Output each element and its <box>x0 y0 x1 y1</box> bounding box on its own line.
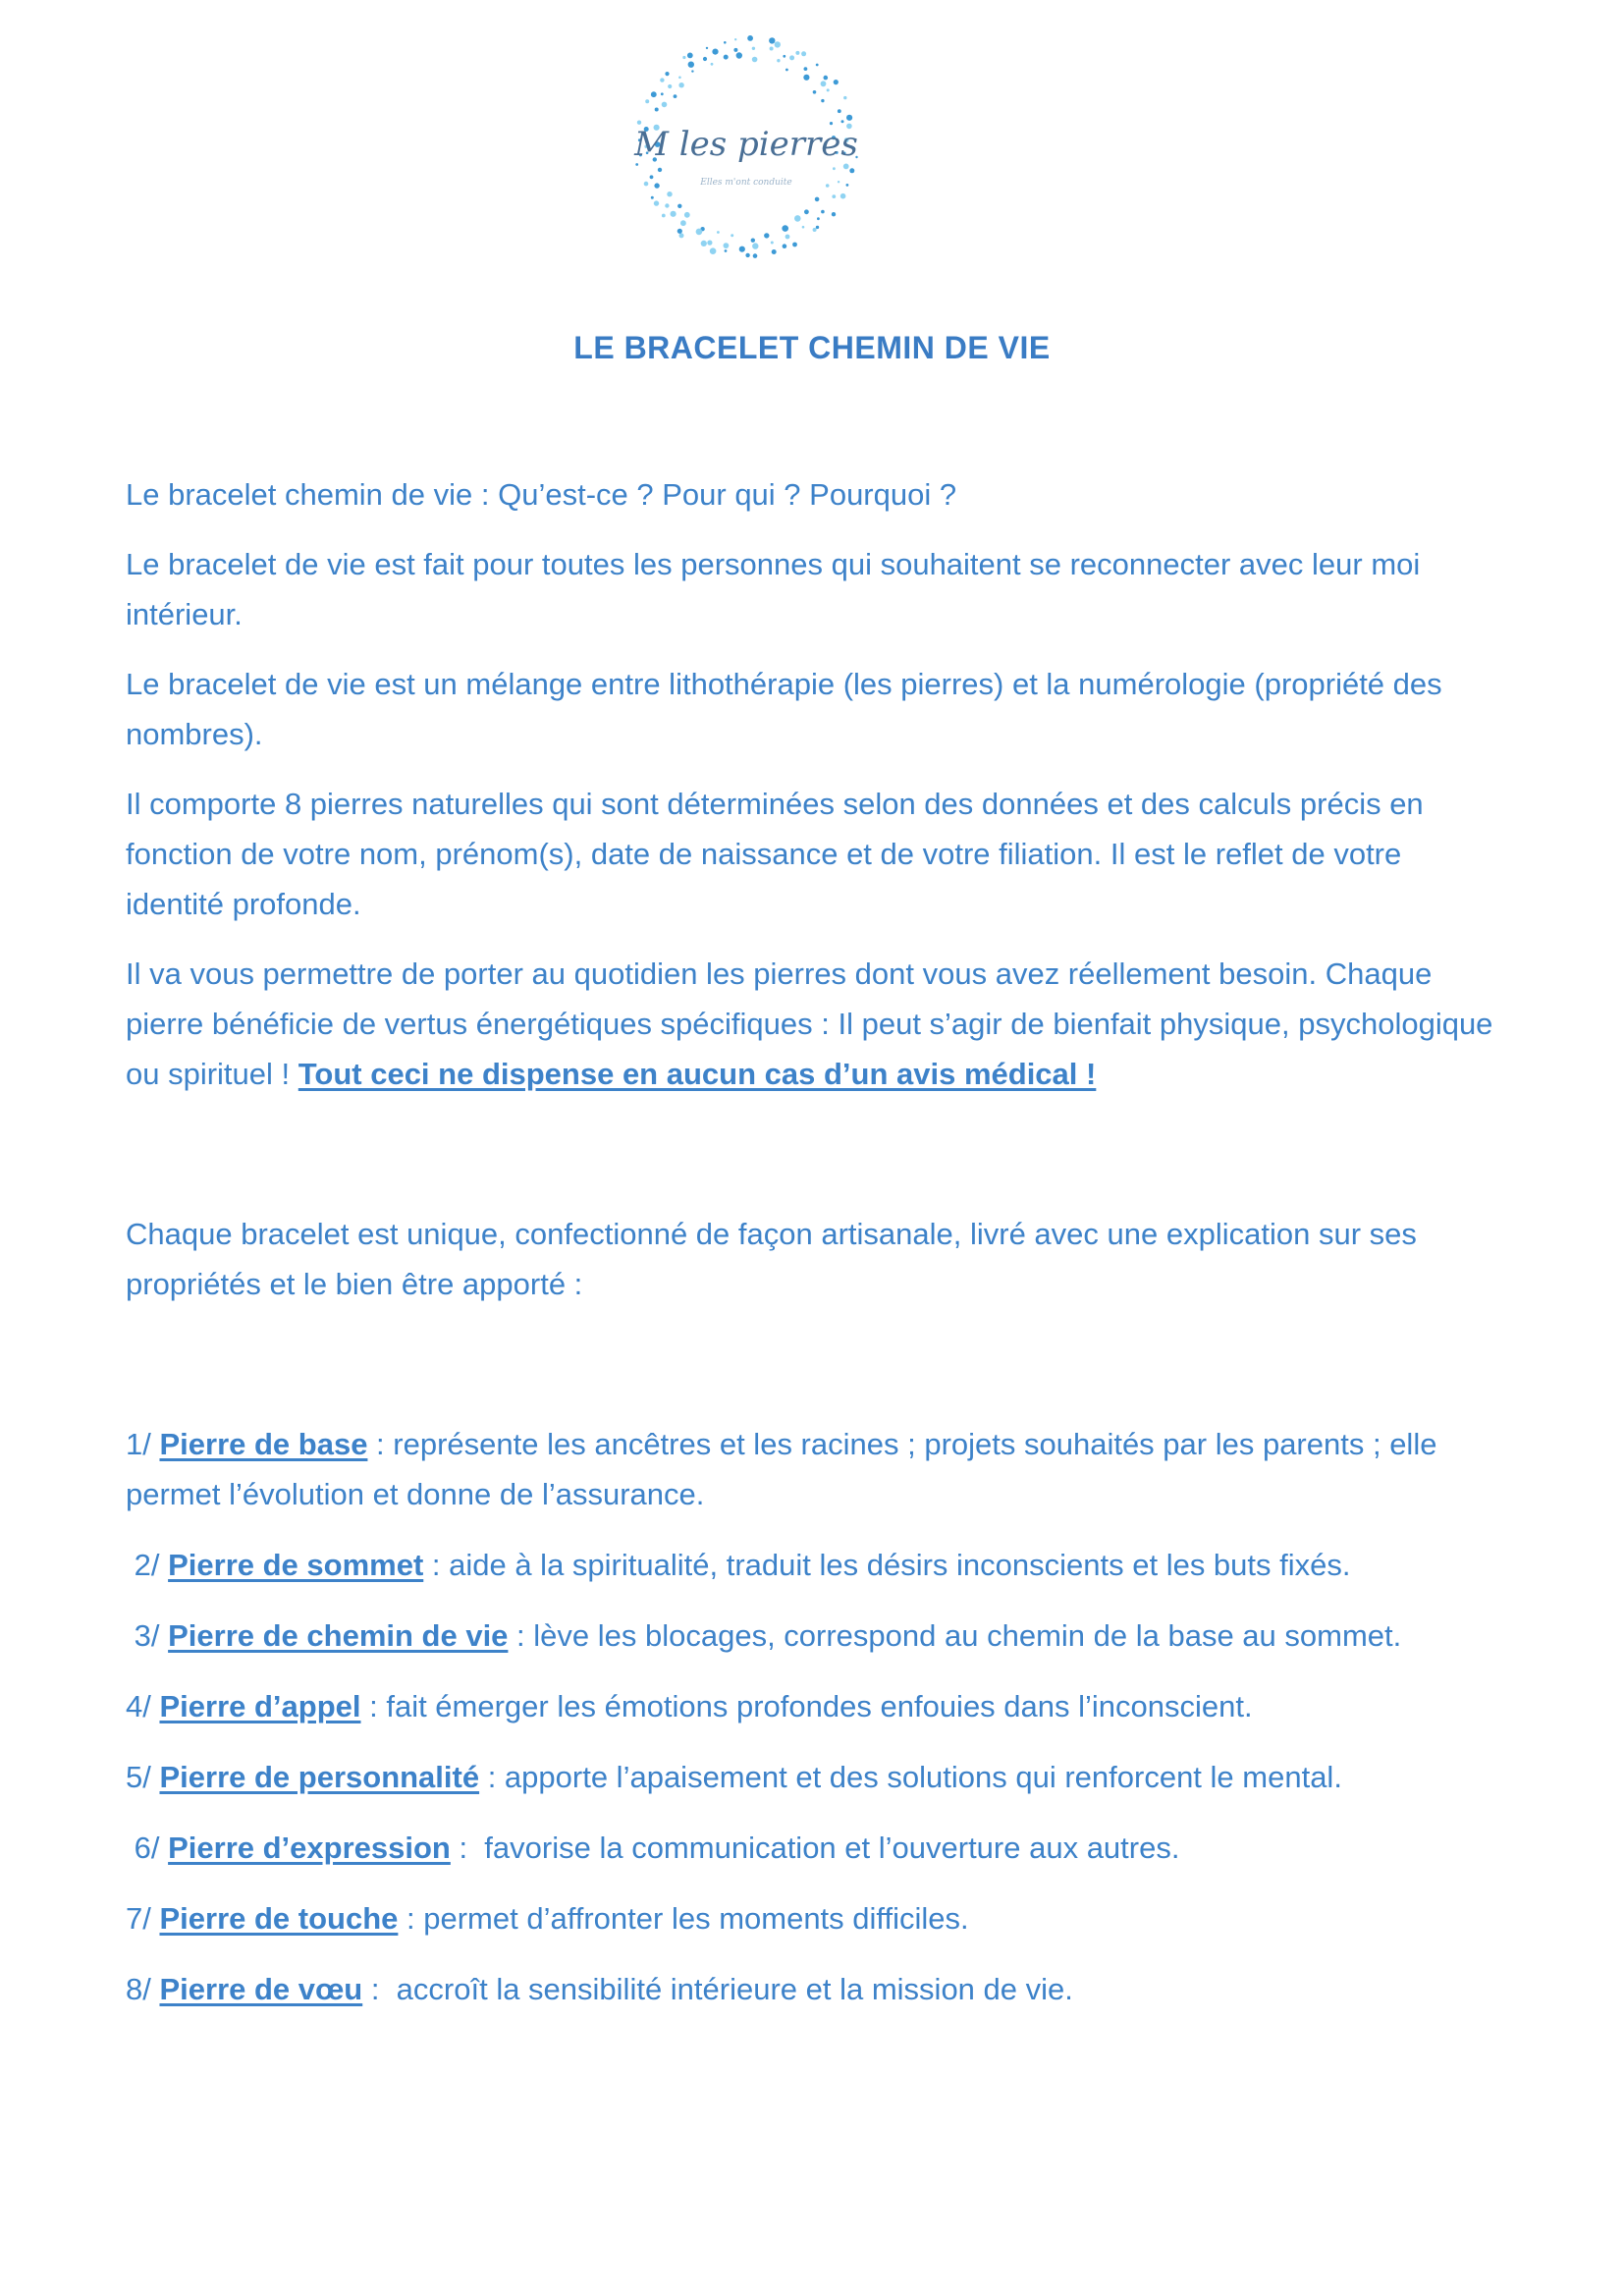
logo-dot <box>680 220 686 226</box>
logo-dot <box>821 210 825 214</box>
logo-dot <box>731 234 733 237</box>
logo-dot <box>771 242 774 245</box>
logo-dot <box>725 249 728 252</box>
logo-dot <box>724 55 729 60</box>
logo-dot <box>696 229 703 236</box>
stone-description: : représente les ancêtres et les racines ; projets souhaités par les parents ; elle permet l’évolution et donne de l’assurance. <box>126 1427 1437 1511</box>
stone-name: Pierre de base <box>159 1427 368 1461</box>
logo-dot <box>691 70 693 72</box>
logo-dot <box>712 49 718 55</box>
stone-description: : aide à la spiritualité, traduit les désirs inconscients et les buts fixés. <box>423 1548 1351 1582</box>
stone-number: 2/ <box>126 1548 169 1582</box>
logo-dot <box>804 209 809 214</box>
stone-description: : accroît la sensibilité intérieure et la mission de vie. <box>362 1972 1073 2006</box>
logo-dot <box>846 115 852 121</box>
logo-dot <box>650 175 654 179</box>
logo-dot <box>801 51 806 56</box>
logo-dot <box>677 229 682 234</box>
logo-dot <box>783 244 787 248</box>
logo-dot <box>753 253 758 258</box>
stone-name: Pierre de chemin de vie <box>168 1618 509 1653</box>
stone-name: Pierre d’appel <box>159 1689 361 1723</box>
stone-number: 4/ <box>126 1689 160 1723</box>
logo-dot <box>794 215 801 222</box>
logo-dot <box>832 212 836 216</box>
logo-dot <box>752 57 758 63</box>
logo-dot <box>821 99 824 102</box>
stone-number: 3/ <box>126 1618 169 1653</box>
logo-dot <box>684 212 690 218</box>
logo-tagline: Elles m'ont conduite <box>700 178 792 188</box>
page-title: LE BRACELET CHEMIN DE VIE <box>573 330 1051 365</box>
logo-dot <box>668 84 672 88</box>
logo-dot <box>772 249 777 254</box>
logo-dot <box>770 47 774 51</box>
logo-dot <box>804 67 808 71</box>
stone-item-2 <box>126 1540 1500 1590</box>
logo-dot <box>813 228 817 232</box>
logo-dot <box>655 108 659 112</box>
logo-dot <box>782 225 788 232</box>
logo-dot <box>660 78 664 82</box>
intro-paragraph-4-text: Il va vous permettre de porter au quotidien les pierres dont vous avez réellement besoin. Chaque pierre bénéficie de vertus énergétiques spécifiques : Il peut s’agir de bienfait physique, psychologique ou spirituel ! <box>126 957 1493 1091</box>
stone-name: Pierre de touche <box>159 1901 399 1936</box>
logo-dot <box>671 211 677 217</box>
stone-item-4 <box>126 1681 1500 1731</box>
logo-dot <box>665 72 669 76</box>
logo-dot <box>826 184 830 188</box>
logo-dot <box>688 62 694 68</box>
logo-dot <box>833 167 836 170</box>
stone-number: 7/ <box>126 1901 160 1936</box>
brand-logo <box>628 29 864 265</box>
logo-dot <box>674 94 677 98</box>
medical-warning: Tout ceci ne dispense en aucun cas d’un avis médical ! <box>298 1057 1097 1091</box>
stone-item-5 <box>126 1752 1500 1802</box>
logo-dot <box>717 231 720 234</box>
stone-item-7 <box>126 1893 1500 1943</box>
logo-dot <box>707 241 712 246</box>
stone-number: 1/ <box>126 1427 160 1461</box>
logo-dot <box>843 164 849 170</box>
logo-dot <box>821 81 827 86</box>
stone-item-8 <box>126 1964 1500 2014</box>
intro-paragraph-4 <box>126 949 1500 1099</box>
logo-dot <box>679 233 684 238</box>
logo-dot <box>687 53 693 59</box>
logo-dot <box>724 41 727 44</box>
logo-dot <box>764 233 769 238</box>
logo-dot <box>752 47 755 50</box>
logo-dot <box>843 96 846 99</box>
logo-dot <box>706 47 708 49</box>
logo-dot <box>777 59 780 62</box>
logo-dot <box>792 243 797 247</box>
stone-name: Pierre d’expression <box>168 1831 451 1865</box>
logo-dot <box>733 48 737 52</box>
logo-dot <box>803 75 809 81</box>
logo-dot <box>739 246 745 252</box>
intro-paragraph-1: Le bracelet de vie est fait pour toutes les personnes qui souhaitent se reconnecter avec leur moi intérieur. <box>126 547 1421 631</box>
logo-dot <box>752 243 758 248</box>
stone-number: 5/ <box>126 1760 160 1794</box>
logo-dot-ring <box>628 29 864 265</box>
stone-description: : fait émerger les émotions profondes enfouies dans l’inconscient. <box>360 1689 1253 1723</box>
stones-list <box>126 1419 1500 2014</box>
logo-dot <box>816 64 819 67</box>
stone-name: Pierre de sommet <box>168 1548 424 1582</box>
logo-dot <box>824 76 829 81</box>
logo-dot <box>769 37 775 43</box>
logo-dot <box>703 57 707 61</box>
logo-dot <box>736 52 742 58</box>
logo-dot <box>701 241 707 246</box>
logo-dot <box>662 214 666 218</box>
logo-dot <box>817 217 820 220</box>
logo-dot <box>783 55 785 58</box>
stone-item-1 <box>126 1419 1500 1519</box>
stone-name: Pierre de vœu <box>159 1972 363 2006</box>
logo-dot <box>644 182 649 187</box>
stone-number: 6/ <box>126 1831 169 1865</box>
logo-dot <box>795 51 799 55</box>
unique-paragraph: Chaque bracelet est unique, confectionné de façon artisanale, livré avec une explication sur ses propriétés et le bien être apporté : <box>126 1217 1417 1301</box>
logo-dot <box>785 235 790 240</box>
stone-item-6 <box>126 1823 1500 1873</box>
logo-dot <box>841 120 844 123</box>
logo-dot <box>711 63 714 66</box>
logo-dot <box>775 41 781 47</box>
logo-dot <box>832 194 836 198</box>
stone-name: Pierre de personnalité <box>159 1760 480 1794</box>
stone-description: : apporte l’apaisement et des solutions qui renforcent le mental. <box>479 1760 1342 1794</box>
stone-description: : lève les blocages, correspond au chemin de la base au sommet. <box>508 1618 1402 1653</box>
logo-dot <box>834 80 839 84</box>
intro-question: Le bracelet chemin de vie : Qu’est-ce ? Pour qui ? Pourquoi ? <box>126 477 957 512</box>
logo-dot <box>751 239 755 243</box>
logo-dot <box>645 99 649 103</box>
logo-dot <box>678 77 681 80</box>
logo-dot <box>724 243 730 248</box>
logo-dot <box>745 253 749 257</box>
logo-dot <box>816 226 819 229</box>
logo-dot <box>815 197 820 202</box>
logo-dot <box>667 191 672 196</box>
logo-dot <box>682 56 685 59</box>
logo-dot <box>651 91 657 97</box>
logo-dot <box>677 204 681 208</box>
logo-dot <box>747 35 753 41</box>
logo-dot <box>849 168 854 173</box>
logo-dot <box>838 109 841 113</box>
logo-dot <box>734 38 736 40</box>
logo-dot <box>658 168 662 172</box>
logo-dot <box>654 200 659 205</box>
logo-dot <box>678 82 683 87</box>
logo-dot <box>827 88 830 91</box>
stone-number: 8/ <box>126 1972 160 2006</box>
intro-paragraph-2: Le bracelet de vie est un mélange entre lithothérapie (les pierres) et la numérologie (propriété des nombres). <box>126 667 1442 751</box>
logo-brand-text: M les pierres <box>634 125 858 164</box>
logo-dot <box>785 69 788 72</box>
stone-item-3 <box>126 1611 1500 1661</box>
intro-paragraph-3: Il comporte 8 pierres naturelles qui sont déterminées selon des données et des calculs précis en fonction de votre nom, prénom(s), date de naissance et de votre filiation. Il est le reflet de votre identité profonde. <box>126 787 1424 921</box>
stone-description: : permet d’affronter les moments difficiles. <box>398 1901 969 1936</box>
logo-dot <box>846 184 849 187</box>
stone-description: : favorise la communication et l’ouverture aux autres. <box>450 1831 1180 1865</box>
logo-dot <box>662 102 668 108</box>
logo-dot <box>789 55 794 60</box>
logo-dot <box>710 247 717 254</box>
document-body <box>126 469 1500 2014</box>
logo-dot <box>654 183 659 188</box>
logo-dot <box>665 203 669 207</box>
logo-dot <box>838 181 839 183</box>
logo-dot <box>802 226 805 229</box>
logo-dot <box>813 90 817 94</box>
logo-dot <box>661 92 664 95</box>
logo-dot <box>651 196 654 199</box>
logo-dot <box>840 193 846 199</box>
